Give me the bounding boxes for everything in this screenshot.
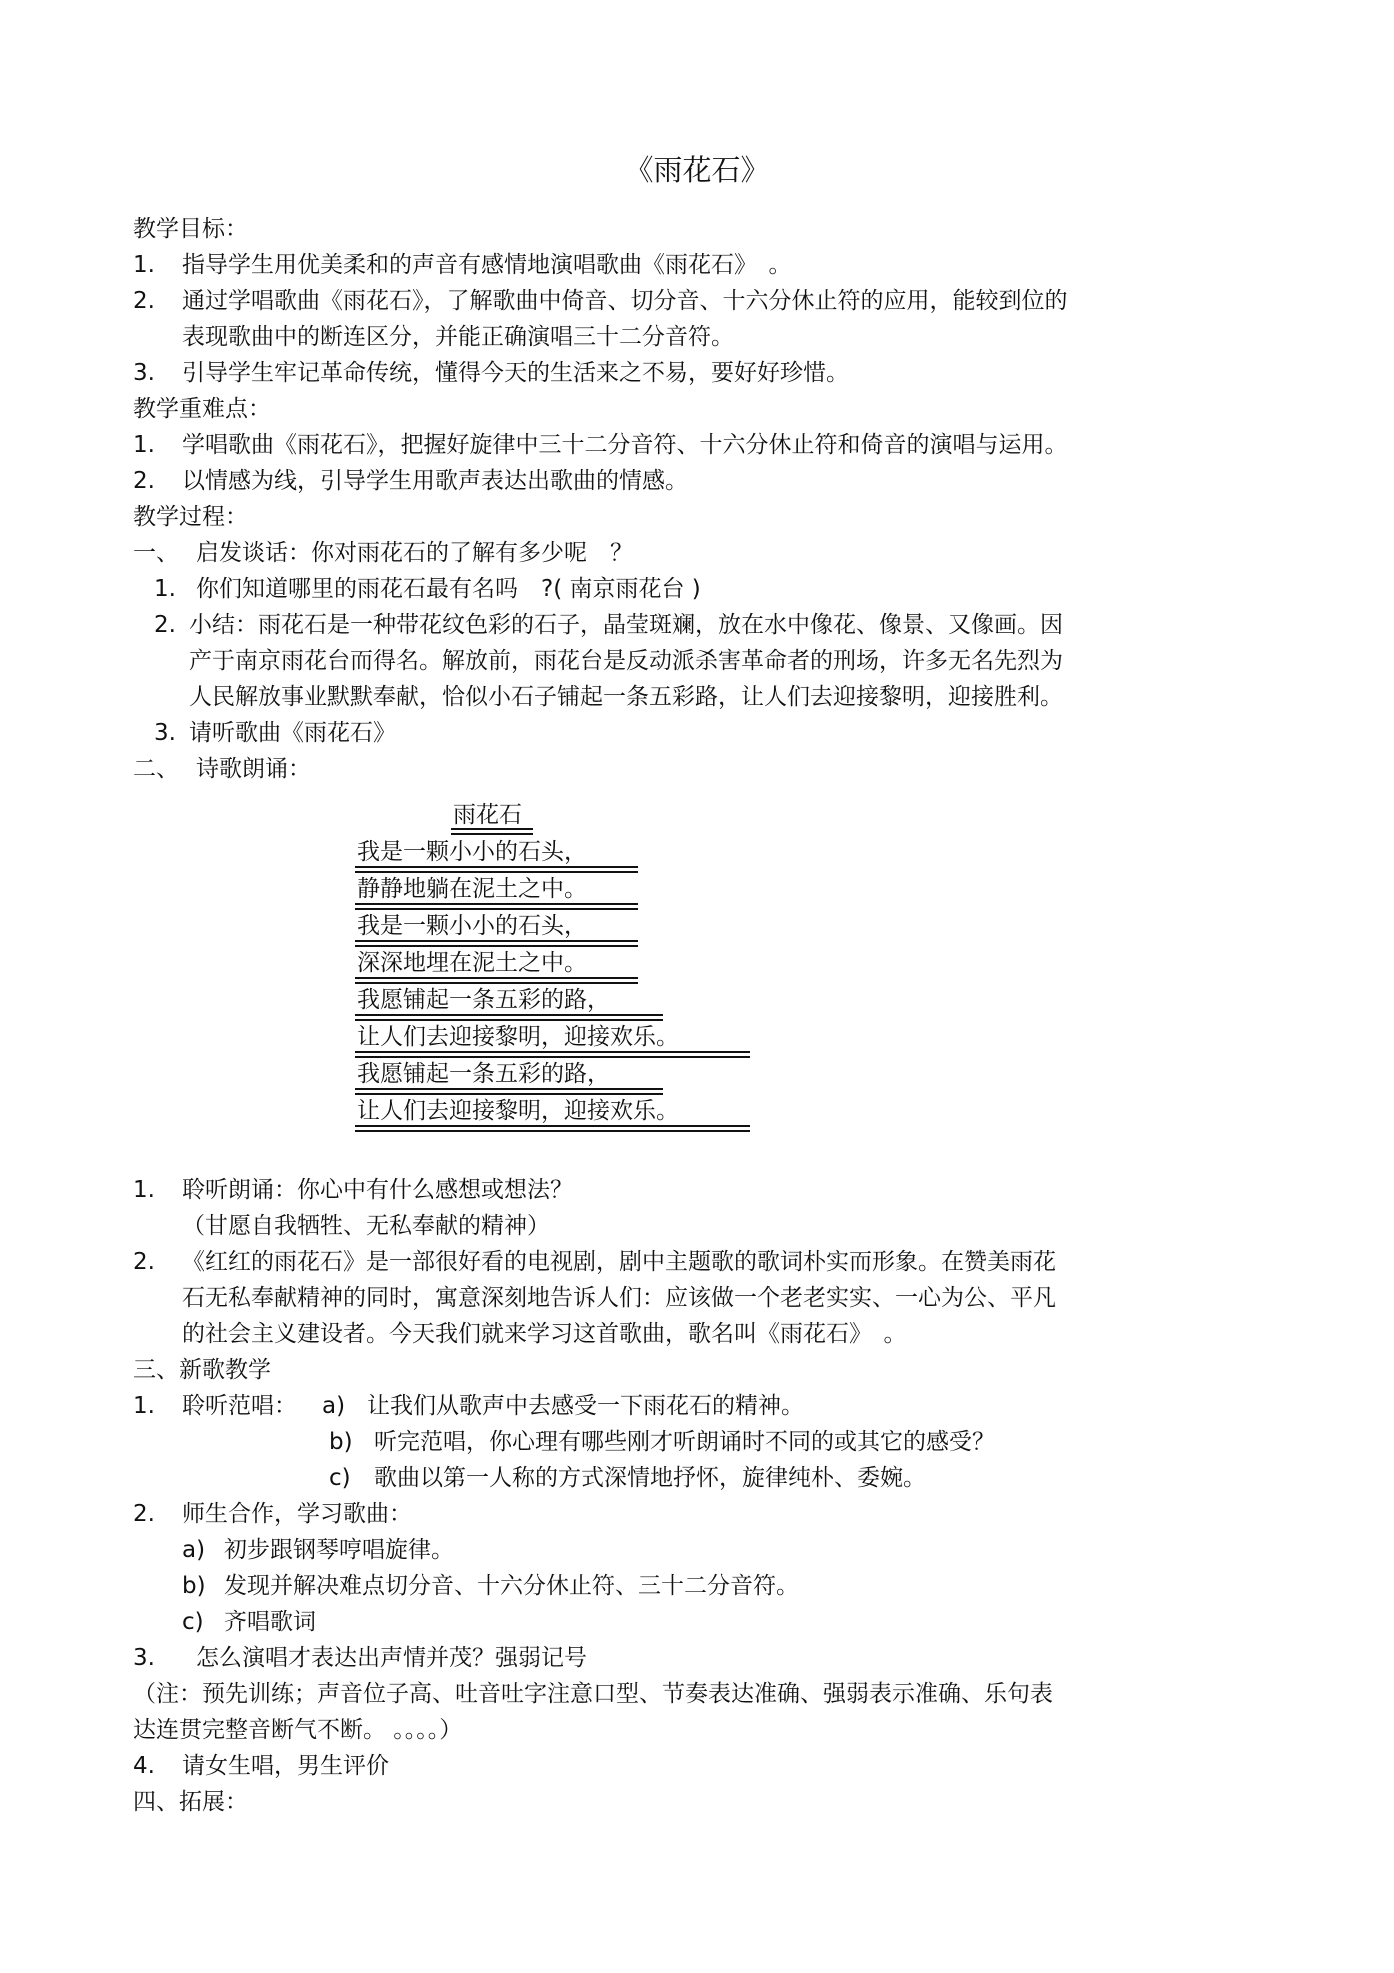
objective-text: 引导学生牢记革命传统，懂得今天的生活来之不易，要好好珍惜。 — [182, 360, 849, 386]
poem-line-underline — [355, 866, 638, 868]
keypoint-text: 学唱歌曲《雨花石》，把握好旋律中三十二分音符、十六分休止符和倚音的演唱与运用。 — [182, 432, 1068, 458]
sub-item-text: 听完范唱，你心理有哪些刚才听朗诵时不同的或其它的感受？ — [374, 1429, 995, 1455]
sub-item-marker: b) — [182, 1573, 206, 1599]
keypoint-number: 1. — [133, 432, 155, 458]
poem-line-underline — [355, 1125, 750, 1127]
objective-number: 3. — [133, 360, 155, 386]
process-heading: 教学过程： — [133, 504, 248, 530]
poem-line: 深深地埋在泥土之中。 — [357, 950, 587, 976]
poem-line-underline — [355, 1019, 663, 1021]
list-item-text: 聆听朗诵：你心中有什么感想或想法？ — [182, 1177, 573, 1203]
list-item-text: 《红红的雨花石》是一部很好看的电视剧，剧中主题歌的歌词朴实而形象。在赞美雨花 — [182, 1249, 1056, 1275]
list-item-text: 石无私奉献精神的同时，寓意深刻地告诉人们：应该做一个老老实实、一心为公、平凡 — [182, 1285, 1056, 1311]
objective-text: 通过学唱歌曲《雨花石》，了解歌曲中倚音、切分音、十六分休止符的应用，能较到位的 — [182, 288, 1068, 314]
note-line: （注：预先训练；声音位子高、吐音吐字注意口型、节奏表达准确、强弱表示准确、乐句表 — [133, 1681, 1053, 1707]
list-number: 1. — [133, 1393, 155, 1419]
poem-line-underline — [355, 945, 638, 947]
poem-line: 让人们去迎接黎明，迎接欢乐。 — [357, 1024, 679, 1050]
section-heading: 四、拓展： — [133, 1789, 248, 1815]
sub-item-text: 发现并解决难点切分音、十六分休止符、三十二分音符。 — [224, 1573, 799, 1599]
poem-line: 我是一颗小小的石头， — [357, 839, 587, 865]
objective-number: 2. — [133, 288, 155, 314]
poem-line: 静静地躺在泥土之中。 — [357, 876, 587, 902]
keypoint-number: 2. — [133, 468, 155, 494]
sub-item-marker: a) — [322, 1393, 346, 1419]
objective-number: 1. — [133, 252, 155, 278]
sub-item-marker: a) — [182, 1537, 206, 1563]
poem-line-underline — [355, 982, 638, 984]
poem-line-underline — [355, 977, 638, 979]
poem-line: 我愿铺起一条五彩的路， — [357, 987, 610, 1013]
poem-line-underline — [355, 871, 638, 873]
poem-line-underline — [355, 1093, 663, 1095]
list-number: 2. — [154, 612, 176, 638]
list-number: 3. — [133, 1645, 155, 1671]
sub-item-text: 让我们从歌声中去感受一下雨花石的精神。 — [367, 1393, 804, 1419]
list-item-text: 请听歌曲《雨花石》 — [189, 720, 396, 746]
poem-line-underline — [355, 1056, 750, 1058]
section-heading: 三、新歌教学 — [133, 1357, 271, 1383]
list-item-text: 的社会主义建设者。今天我们就来学习这首歌曲，歌名叫《雨花石》 。 — [182, 1321, 907, 1347]
list-number: 2. — [133, 1501, 155, 1527]
list-item-label: 师生合作，学习歌曲： — [182, 1501, 412, 1527]
list-item-text: 你们知道哪里的雨花石最有名吗 ?( 南京雨花台 ) — [196, 576, 701, 602]
summary-line: 人民解放事业默默奉献，恰似小石子铺起一条五彩路，让人们去迎接黎明，迎接胜利。 — [189, 684, 1063, 710]
list-number: 4. — [133, 1753, 155, 1779]
poem-line-underline — [355, 1088, 663, 1090]
poem-line-underline — [355, 1130, 750, 1132]
summary-line: 小结：雨花石是一种带花纹色彩的石子，晶莹斑斓，放在水中像花、像景、又像画。因 — [189, 612, 1063, 638]
section-text: 诗歌朗诵： — [196, 756, 311, 782]
sub-item-marker: c) — [329, 1465, 351, 1491]
list-number: 1. — [133, 1177, 155, 1203]
sub-item-text: 初步跟钢琴哼唱旋律。 — [224, 1537, 454, 1563]
poem-line-underline — [355, 903, 638, 905]
note-line: 达连贯完整音断气不断。 。。。。） — [133, 1717, 463, 1743]
list-number: 2. — [133, 1249, 155, 1275]
section-text: 启发谈话：你对雨花石的了解有多少呢 ？ — [196, 540, 633, 566]
sub-item-marker: c) — [182, 1609, 204, 1635]
keypoint-text: 以情感为线，引导学生用歌声表达出歌曲的情感。 — [182, 468, 688, 494]
poem-line: 让人们去迎接黎明，迎接欢乐。 — [357, 1098, 679, 1124]
poem-line-underline — [355, 908, 638, 910]
poem-line-underline — [355, 1051, 750, 1053]
poem-line: 我愿铺起一条五彩的路， — [357, 1061, 610, 1087]
section-number: 一、 — [133, 540, 179, 566]
list-item-text: 请女生唱，男生评价 — [182, 1753, 389, 1779]
poem-line-underline — [355, 1014, 663, 1016]
objective-text-continued: 表现歌曲中的断连区分，并能正确演唱三十二分音符。 — [182, 324, 734, 350]
sub-item-text: 齐唱歌词 — [224, 1609, 316, 1635]
document-title: 《雨花石》 — [624, 153, 770, 187]
list-item-text: 怎么演唱才表达出声情并茂？强弱记号 — [196, 1645, 587, 1671]
summary-line: 产于南京雨花台而得名。解放前，雨花台是反动派杀害革命者的刑场，许多无名先烈为 — [189, 648, 1063, 674]
list-number: 3. — [154, 720, 176, 746]
sub-item-marker: b) — [329, 1429, 353, 1455]
poem-title-underline — [451, 828, 533, 830]
poem-title-underline — [451, 833, 533, 835]
poem-line: 我是一颗小小的石头， — [357, 913, 587, 939]
poem-title: 雨花石 — [453, 802, 522, 828]
list-number: 1. — [154, 576, 176, 602]
list-item-text: （甘愿自我牺牲、无私奉献的精神） — [182, 1213, 550, 1239]
objective-text: 指导学生用优美柔和的声音有感情地演唱歌曲《雨花石》 。 — [182, 252, 792, 278]
poem-line-underline — [355, 940, 638, 942]
sub-item-text: 歌曲以第一人称的方式深情地抒怀，旋律纯朴、委婉。 — [374, 1465, 926, 1491]
section-number: 二、 — [133, 756, 179, 782]
objectives-heading: 教学目标： — [133, 216, 248, 242]
list-item-label: 聆听范唱： — [182, 1393, 297, 1419]
keypoints-heading: 教学重难点： — [133, 396, 271, 422]
